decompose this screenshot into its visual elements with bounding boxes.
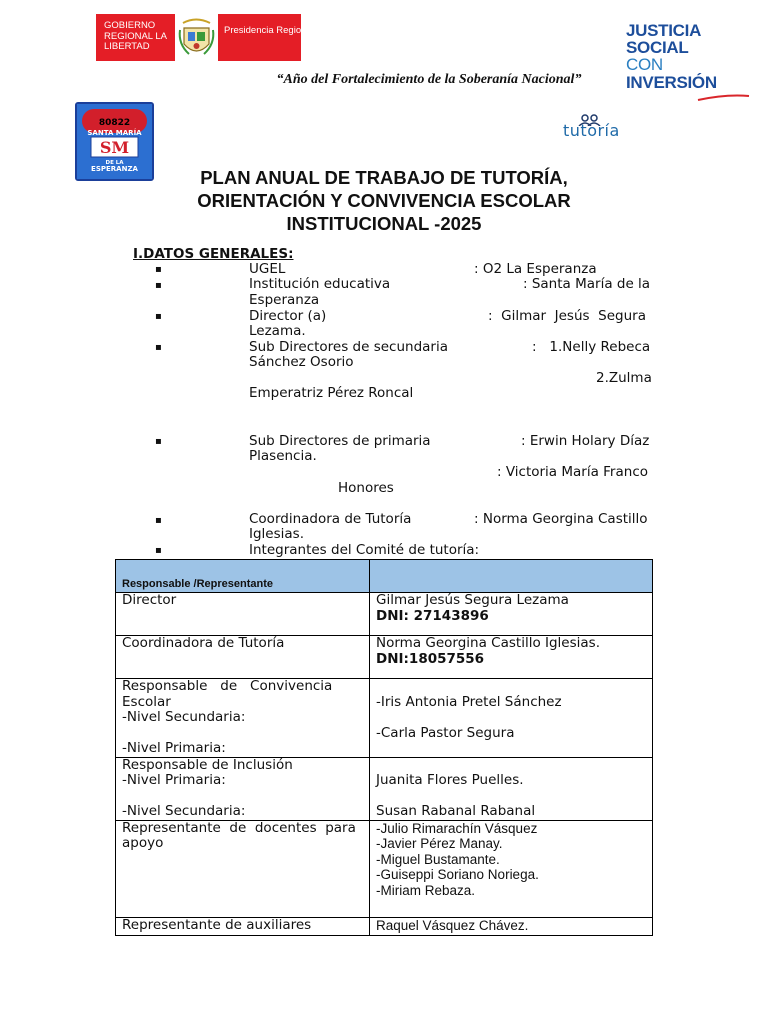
auxiliares-role: Representante de auxiliares xyxy=(116,917,370,935)
convivencia-secundaria: -Nivel Secundaria: xyxy=(122,709,246,725)
table-cell xyxy=(116,820,370,917)
bullet-icon: ▪ xyxy=(155,545,162,556)
institution-number: 80822 xyxy=(98,118,131,128)
document-title xyxy=(150,166,618,235)
inclusion-secundaria: -Nivel Secundaria: xyxy=(122,803,246,819)
con-text: CON xyxy=(626,55,663,74)
coordinadora-name: Norma Georgina Castillo Iglesias. xyxy=(376,635,600,651)
subprim-value-2-cont: Honores xyxy=(338,480,394,496)
ugel-label: UGEL xyxy=(249,261,286,277)
subprim-value-2: : Victoria María Franco xyxy=(497,464,648,480)
row-coordinadora-role: Coordinadora de Tutoría xyxy=(116,636,370,679)
table-header-cell xyxy=(116,560,370,593)
docente-name: -Julio Rimarachín Vásquez xyxy=(376,820,538,836)
subsec-value-2-cont: Emperatriz Pérez Roncal xyxy=(249,385,414,401)
institution-initials: SM xyxy=(99,138,130,157)
bullet-icon: ▪ xyxy=(155,264,162,275)
justicia-social-logo xyxy=(626,22,746,101)
table-header-cell xyxy=(370,560,653,593)
director-label: Director (a) xyxy=(249,308,327,324)
table-row xyxy=(116,679,653,758)
table-row xyxy=(116,593,653,636)
docente-name: -Miriam Rebaza. xyxy=(376,882,476,898)
swoosh-icon xyxy=(626,93,750,101)
table-row xyxy=(116,757,653,820)
committee-label: Integrantes del Comité de tutoría: xyxy=(249,542,480,558)
table-header-row xyxy=(116,560,653,593)
director-value-cont: Lezama. xyxy=(249,323,306,339)
title-line-1: PLAN ANUAL DE TRABAJO DE TUTORÍA, xyxy=(200,167,568,188)
header-responsable: Responsable /Representante xyxy=(122,577,273,590)
institution-name-3: ESPERANZA xyxy=(91,165,138,173)
subsec-label: Sub Directores de secundaria xyxy=(249,339,449,355)
institution-name-2: DE LA xyxy=(105,160,124,166)
institution-logo xyxy=(75,102,154,181)
coord-value-cont: Iglesias. xyxy=(249,526,304,542)
ie-label: Institución educativa xyxy=(249,276,391,292)
coordinadora-dni: DNI:18057556 xyxy=(376,650,485,667)
institution-name-1: SANTA MARÍA xyxy=(87,129,142,137)
table-cell xyxy=(116,757,370,820)
gobierno-regional-text: GOBIERNO REGIONAL LA LIBERTAD xyxy=(104,20,167,52)
regional-seal-icon xyxy=(175,14,218,61)
convivencia-role-cont: Escolar xyxy=(122,693,171,710)
inversion-text: INVERSIÓN xyxy=(626,73,717,92)
subsec-value-2: 2.Zulma xyxy=(596,370,652,386)
table-cell xyxy=(116,679,370,758)
subprim-value-cont: Plasencia. xyxy=(249,448,317,464)
table-row xyxy=(116,917,653,935)
title-line-2: ORIENTACIÓN Y CONVIVENCIA ESCOLAR xyxy=(197,190,571,211)
docente-name: -Guiseppi Soriano Noriega. xyxy=(376,867,539,882)
ugel-value: : O2 La Esperanza xyxy=(474,261,597,277)
director-dni: DNI: 27143896 xyxy=(376,607,489,624)
inclusion-primaria: -Nivel Primaria: xyxy=(122,772,226,788)
inclusion-primaria-name: Juanita Flores Puelles. xyxy=(376,772,524,788)
subsec-value: : 1.Nelly Rebeca xyxy=(532,339,651,355)
bullet-icon: ▪ xyxy=(155,436,162,447)
ie-value: : Santa María de la xyxy=(523,276,651,292)
table-row xyxy=(116,820,653,917)
table-cell xyxy=(370,593,653,636)
auxiliares-name: Raquel Vásquez Chávez. xyxy=(370,917,653,935)
docentes-role-cont: apoyo xyxy=(122,835,164,851)
coord-value: : Norma Georgina Castillo xyxy=(474,511,648,527)
bullet-icon: ▪ xyxy=(155,280,162,291)
bullet-icon: ▪ xyxy=(155,342,162,353)
committee-table xyxy=(115,559,653,936)
table-cell xyxy=(370,679,653,758)
table-cell xyxy=(370,757,653,820)
tutoria-logo: tutoría xyxy=(563,121,620,140)
subsec-value-cont: Sánchez Osorio xyxy=(249,354,354,370)
inclusion-role: Responsable de Inclusión xyxy=(122,756,293,773)
inclusion-secundaria-name: Susan Rabanal Rabanal xyxy=(376,803,536,819)
convivencia-primaria-name: -Carla Pastor Segura xyxy=(376,724,515,741)
director-name: Gilmar Jesús Segura Lezama xyxy=(376,592,569,608)
convivencia-secundaria-name: -Iris Antonia Pretel Sánchez xyxy=(376,693,562,710)
presidencia-regional-text: Presidencia Regional xyxy=(224,25,314,36)
table-cell xyxy=(370,820,653,917)
table-row xyxy=(116,636,653,679)
bullet-icon: ▪ xyxy=(155,311,162,322)
docente-name: -Miguel Bustamante. xyxy=(376,851,500,867)
ie-value-cont: Esperanza xyxy=(249,292,320,308)
bullet-icon: ▪ xyxy=(155,515,162,526)
docentes-role: Representante de docentes para xyxy=(122,819,356,836)
director-value: : Gilmar Jesús Segura xyxy=(488,308,646,324)
row-director-role: Director xyxy=(116,593,370,636)
docente-name: -Javier Pérez Manay. xyxy=(376,836,503,851)
table-cell xyxy=(370,636,653,679)
convivencia-primaria: -Nivel Primaria: xyxy=(122,740,226,756)
coord-label: Coordinadora de Tutoría xyxy=(249,511,412,527)
subprim-label: Sub Directores de primaria xyxy=(249,433,431,449)
section-heading: I.DATOS GENERALES: xyxy=(133,246,294,262)
title-line-3: INSTITUCIONAL -2025 xyxy=(286,213,482,234)
subprim-value: : Erwin Holary Díaz xyxy=(521,433,650,449)
convivencia-role: Responsable de Convivencia xyxy=(122,678,333,694)
justicia-social-line: JUSTICIA SOCIAL xyxy=(626,21,701,57)
slogan: “Año del Fortalecimiento de la Soberanía Nacional” xyxy=(276,72,582,87)
